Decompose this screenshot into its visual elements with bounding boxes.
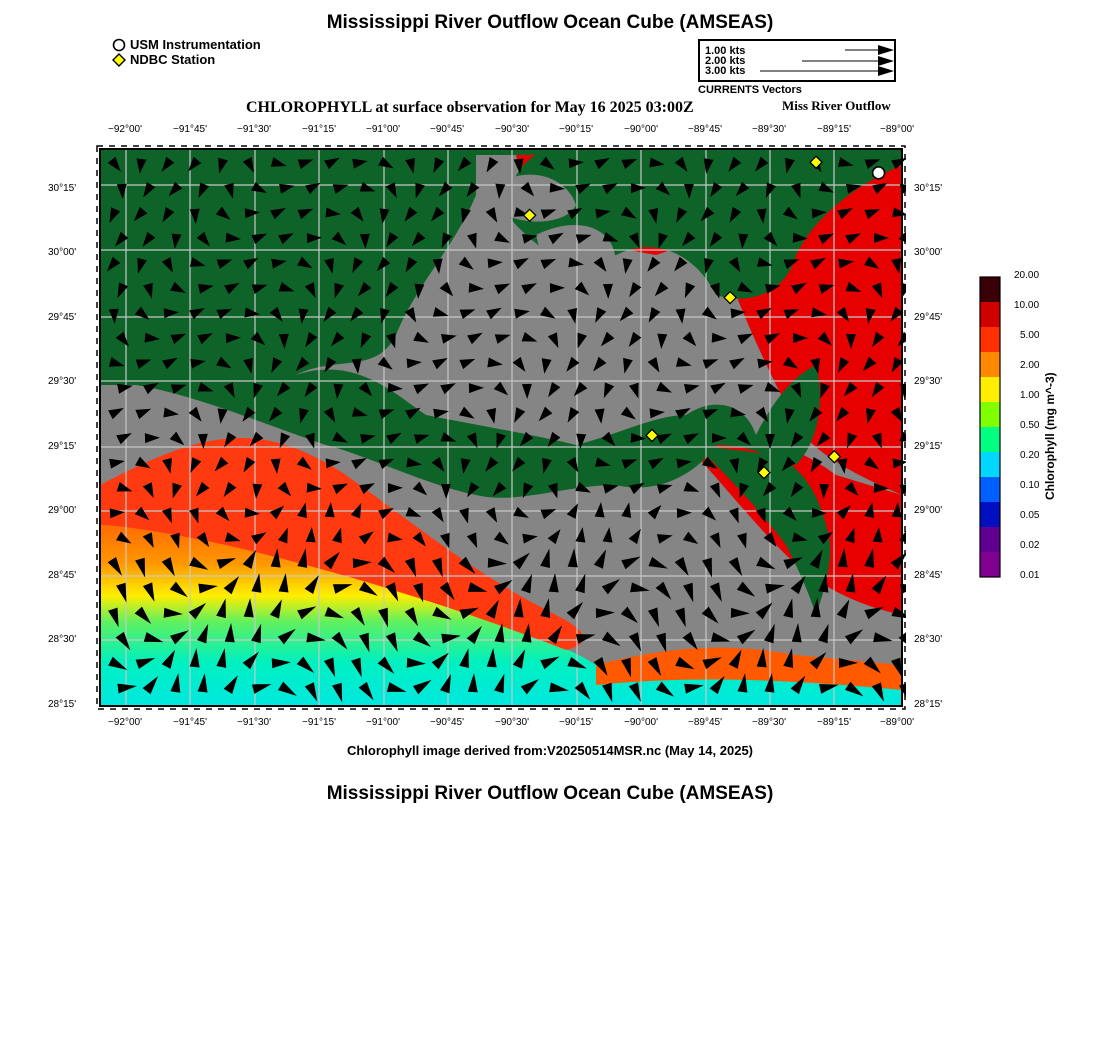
map-title: CHLOROPHYLL at surface observation for May 16 2025 03:00Z xyxy=(246,99,694,116)
colorbar-cell xyxy=(980,552,1000,578)
lon-tick-bottom: −91°00' xyxy=(366,717,400,728)
colorbar-cell xyxy=(980,402,1000,428)
colorbar-cell xyxy=(980,377,1000,403)
lat-tick-right: 28°30' xyxy=(914,634,943,645)
lon-tick-top: −89°15' xyxy=(817,124,851,135)
lon-tick-bottom: −90°00' xyxy=(624,717,658,728)
lon-tick-top: −90°15' xyxy=(559,124,593,135)
legend-ndbc-label: NDBC Station xyxy=(130,52,216,67)
vector-label-1: 1.00 kts xyxy=(705,45,746,57)
colorbar-label: 2.00 xyxy=(1020,360,1040,371)
lon-tick-top: −89°30' xyxy=(752,124,786,135)
map xyxy=(96,145,906,710)
vector-arrow-3-icon xyxy=(878,66,894,76)
colorbar-label: 0.50 xyxy=(1020,420,1040,431)
colorbar-label: 20.00 xyxy=(1014,270,1040,281)
usm-marker-icon xyxy=(112,38,126,52)
lon-tick-top: −90°45' xyxy=(430,124,464,135)
colorbar-label: 0.05 xyxy=(1020,510,1040,521)
lon-tick-bottom: −89°45' xyxy=(688,717,722,728)
lon-tick-bottom: −92°00' xyxy=(108,717,142,728)
lat-tick-left: 30°00' xyxy=(48,247,77,258)
region-label: Miss River Outflow xyxy=(782,98,891,113)
lat-tick-right: 29°00' xyxy=(914,505,943,516)
lat-ticks-left xyxy=(48,0,96,1050)
lat-tick-right: 30°15' xyxy=(914,183,943,194)
lon-tick-top: −90°30' xyxy=(495,124,529,135)
vector-arrow-1-icon xyxy=(878,45,894,55)
lat-tick-right: 29°30' xyxy=(914,376,943,387)
lon-tick-bottom: −91°30' xyxy=(237,717,271,728)
colorbar-cell xyxy=(980,302,1000,328)
ndbc-marker-icon xyxy=(112,53,126,67)
colorbar-cell xyxy=(980,452,1000,478)
colorbar-label: 1.00 xyxy=(1020,390,1040,401)
colorbar-cell xyxy=(980,502,1000,528)
lon-tick-bottom: −90°45' xyxy=(430,717,464,728)
vector-label-2: 2.00 kts xyxy=(705,55,746,67)
lat-tick-right: 29°45' xyxy=(914,312,943,323)
colorbar-cell xyxy=(980,527,1000,553)
lat-tick-left: 28°45' xyxy=(48,570,77,581)
lon-tick-bottom: −89°15' xyxy=(817,717,851,728)
colorbar-cell xyxy=(980,277,1000,303)
lat-tick-left: 29°15' xyxy=(48,441,77,452)
colorbar-title: Chlorophyll (mg m^-3) xyxy=(1043,372,1057,500)
legend-ndbc xyxy=(112,52,261,67)
colorbar-cell xyxy=(980,477,1000,503)
vector-label-3: 3.00 kts xyxy=(705,65,746,77)
usm-station-icon xyxy=(873,167,885,179)
legend-usm xyxy=(112,37,261,52)
lon-tick-bottom: −91°15' xyxy=(302,717,336,728)
lat-ticks-right xyxy=(914,0,962,1050)
colorbar-cell xyxy=(980,327,1000,353)
lon-tick-top: −90°00' xyxy=(624,124,658,135)
colorbar-label: 0.01 xyxy=(1020,570,1040,581)
colorbar-label: 5.00 xyxy=(1020,330,1040,341)
lon-tick-bottom: −90°15' xyxy=(559,717,593,728)
lon-tick-top: −89°45' xyxy=(688,124,722,135)
footer-title: Mississippi River Outflow Ocean Cube (AMSEAS) xyxy=(326,783,774,804)
lon-tick-top: −89°00' xyxy=(880,124,914,135)
lat-tick-right: 30°00' xyxy=(914,247,943,258)
lat-tick-right: 28°45' xyxy=(914,570,943,581)
legend-usm-label: USM Instrumentation xyxy=(130,37,261,52)
lon-tick-bottom: −91°45' xyxy=(173,717,207,728)
colorbar-label: 0.10 xyxy=(1020,480,1040,491)
colorbar-cell xyxy=(980,427,1000,453)
colorbar xyxy=(976,274,1006,580)
vector-arrows xyxy=(700,41,894,80)
lat-tick-left: 29°30' xyxy=(48,376,77,387)
lon-tick-top: −91°30' xyxy=(237,124,271,135)
lat-tick-left: 29°00' xyxy=(48,505,77,516)
lat-tick-right: 29°15' xyxy=(914,441,943,452)
marker-legend xyxy=(112,37,261,67)
lon-tick-top: −91°15' xyxy=(302,124,336,135)
lat-tick-left: 30°15' xyxy=(48,183,77,194)
lat-tick-right: 28°15' xyxy=(914,699,943,710)
lon-tick-bottom: −89°00' xyxy=(880,717,914,728)
vector-caption: CURRENTS Vectors xyxy=(698,84,802,96)
lon-tick-bottom: −89°30' xyxy=(752,717,786,728)
lon-tick-top: −91°45' xyxy=(173,124,207,135)
lat-tick-left: 28°30' xyxy=(48,634,77,645)
colorbar-label: 0.02 xyxy=(1020,540,1040,551)
lat-tick-left: 28°15' xyxy=(48,699,77,710)
page-title: Mississippi River Outflow Ocean Cube (AMSEAS) xyxy=(326,12,774,33)
vector-arrow-2-icon xyxy=(878,56,894,66)
colorbar-cell xyxy=(980,352,1000,378)
colorbar-label: 0.20 xyxy=(1020,450,1040,461)
image-source-caption: Chlorophyll image derived from:V20250514MSR.nc (May 14, 2025) xyxy=(346,743,754,758)
lon-tick-top: −92°00' xyxy=(108,124,142,135)
vector-legend xyxy=(698,39,896,82)
colorbar-label: 10.00 xyxy=(1014,300,1040,311)
lat-tick-left: 29°45' xyxy=(48,312,77,323)
lon-tick-bottom: −90°30' xyxy=(495,717,529,728)
lon-tick-top: −91°00' xyxy=(366,124,400,135)
